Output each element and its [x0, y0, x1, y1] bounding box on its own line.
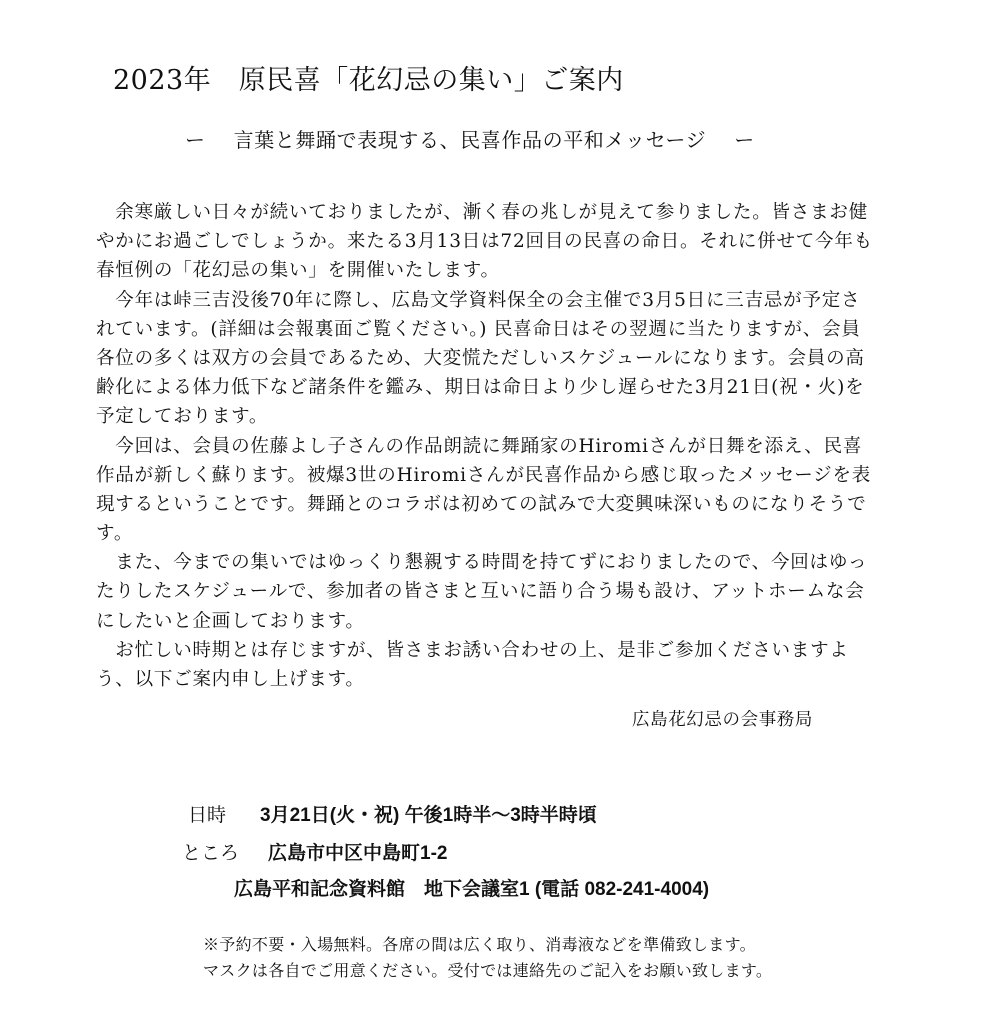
body-line: 現するということです。舞踊とのコラボは初めての試みで大変興味深いものになりそうで: [96, 493, 867, 515]
body-line: やかにお過ごしでしょうか。来たる3月13日は72回目の民喜の命日。それに併せて今年も: [96, 231, 873, 253]
body-line: 予定しております。: [96, 406, 269, 428]
signature: 広島花幻忌の会事務局: [632, 710, 813, 730]
event-place-row: [182, 838, 447, 865]
body-line: 齢化による体力低下など諸条件を鑑み、期日は命日より少し遅らせた3月21日(祝・火)を: [96, 377, 865, 399]
place-label: ところ: [182, 843, 240, 864]
body-line: また、今までの集いではゆっくり懇親する時間を持てずにおりましたので、今回はゆっ: [96, 552, 868, 574]
body-line: 今回は、会員の佐藤よし子さんの作品朗読に舞踊家のHiromiさんが日舞を添え、民喜: [96, 435, 863, 457]
place-value: 広島市中区中島町1-2: [268, 843, 448, 864]
note-line: マスクは各自でご用意ください。受付では連絡先のご記入をお願い致します。: [203, 961, 773, 980]
subtitle-text: 言葉と舞踊で表現する、民喜作品の平和メッセージ: [233, 128, 707, 152]
venue-value: 広島平和記念資料館 地下会議室1 (電話 082-241-4004): [234, 879, 710, 900]
body-line: 各位の多くは双方の会員であるため、大変慌ただしいスケジュールになります。会員の高: [96, 347, 865, 369]
body-line: たりしたスケジュールで、参加者の皆さまと互いに語り合う場も設け、アットホームな会: [96, 581, 865, 603]
body-line: にしたいと企画しております。: [96, 610, 365, 632]
body-line: す。: [96, 523, 134, 545]
body-line: お忙しい時期とは存じますが、皆さまお誘い合わせの上、是非ご参加くださいますよ: [96, 639, 849, 661]
note-line: ※予約不要・入場無料。各席の間は広く取り、消毒液などを準備致します。: [203, 935, 756, 954]
date-label: 日時: [188, 805, 227, 826]
event-venue-row: [234, 874, 709, 901]
page-title: 2023年 原民喜「花幻忌の集い」ご案内: [113, 65, 624, 96]
invitation-body: [96, 198, 896, 694]
body-line: 作品が新しく蘇ります。被爆3世のHiromiさんが民喜作品から感じ取ったメッセージを表: [96, 464, 872, 486]
subtitle: [185, 124, 755, 153]
subtitle-dash-right: ー: [734, 128, 755, 152]
notes: [203, 932, 772, 984]
event-date-row: [188, 800, 597, 827]
body-line: う、以下ご案内申し上げます。: [96, 669, 365, 690]
body-line: れています。(詳細は会報裏面ご覧ください。) 民喜命日はその翌週に当たりますが、会員: [96, 318, 861, 340]
body-line: 余寒厳しい日々が続いておりましたが、漸く春の兆しが見えて参りました。皆さまお健: [96, 202, 869, 223]
body-line: 今年は峠三吉没後70年に際し、広島文学資料保全の会主催で3月5日に三吉忌が予定さ: [96, 289, 861, 311]
body-line: 春恒例の「花幻忌の集い」を開催いたします。: [96, 260, 500, 282]
subtitle-dash-left: ー: [185, 128, 206, 152]
date-value: 3月21日(火・祝) 午後1時半〜3時半時頃: [260, 805, 597, 826]
